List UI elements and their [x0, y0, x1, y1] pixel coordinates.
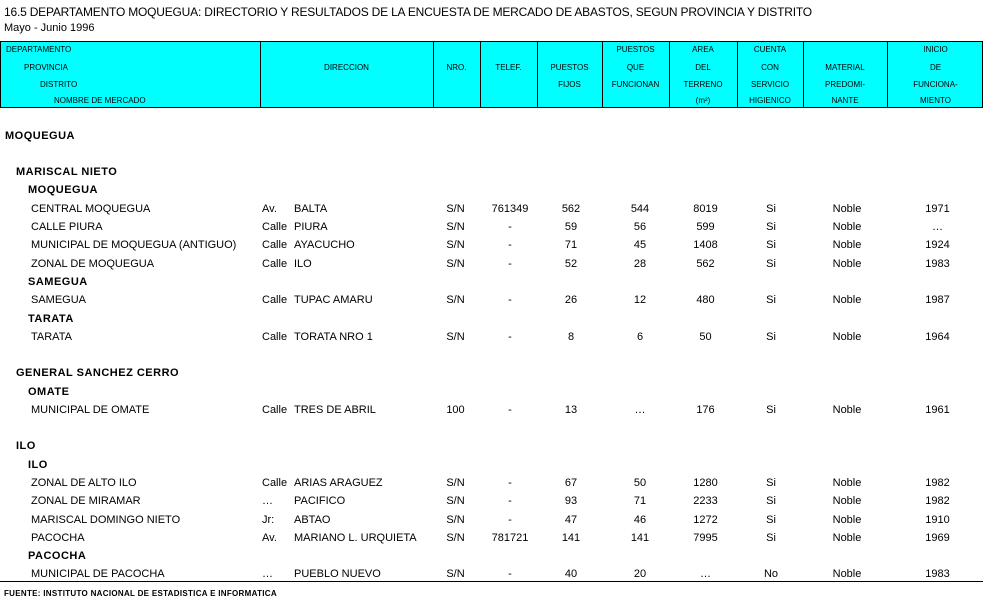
province-name: ILO	[16, 440, 36, 452]
cell-fijos: 93	[564, 495, 578, 507]
cell-via: Calle	[262, 221, 288, 233]
cell-fijos: 26	[564, 294, 578, 306]
cell-funcionan: 12	[633, 294, 647, 306]
cell-name: ZONAL DE ALTO ILO	[31, 477, 137, 489]
cell-street: ABTAO	[294, 514, 331, 526]
cell-inicio: 1971	[925, 203, 950, 215]
cell-fijos: 8	[567, 331, 575, 343]
cell-name: SAMEGUA	[31, 294, 87, 306]
cell-fijos: 13	[564, 404, 578, 416]
cell-funcionan: …	[634, 404, 646, 416]
cell-via: Calle	[262, 404, 288, 416]
cell-inicio: …	[932, 221, 943, 233]
cell-tel: -	[508, 331, 512, 343]
cell-street: PUEBLO NUEVO	[294, 568, 381, 580]
cell-funcionan: 46	[633, 514, 647, 526]
cell-area: 599	[696, 221, 715, 233]
cell-name: MUNICIPAL DE MOQUEGUA (ANTIGUO)	[31, 239, 237, 251]
header-nombre-mercado: NOMBRE DE MERCADO	[54, 96, 146, 105]
cell-street: TRES DE ABRIL	[294, 404, 376, 416]
table-row	[0, 237, 983, 253]
cell-material: Noble	[832, 568, 862, 580]
cell-nro: S/N	[446, 477, 465, 489]
cell-street: AYACUCHO	[294, 239, 355, 251]
cell-via: …	[262, 568, 273, 580]
province-name: MARISCAL NIETO	[16, 166, 118, 178]
cell-name: ZONAL DE MIRAMAR	[31, 495, 141, 507]
cell-name: MARISCAL DOMINGO NIETO	[31, 514, 181, 526]
district-row	[0, 548, 983, 564]
cell-servicio: Si	[766, 239, 776, 251]
cell-fijos: 47	[564, 514, 578, 526]
province-name: GENERAL SANCHEZ CERRO	[16, 367, 180, 379]
cell-tel: -	[508, 294, 512, 306]
cell-area: 2233	[693, 495, 718, 507]
cell-funcionan: 141	[630, 532, 650, 544]
cell-nro: S/N	[446, 532, 465, 544]
cell-servicio: Si	[766, 203, 776, 215]
cell-servicio: Si	[766, 514, 776, 526]
header-area-4: (m²)	[695, 96, 711, 105]
cell-via: Av.	[262, 532, 277, 544]
cell-servicio: Si	[766, 331, 776, 343]
cell-nro: S/N	[446, 568, 465, 580]
spacer-row	[0, 346, 983, 362]
cell-nro: S/N	[446, 221, 465, 233]
district-name: MOQUEGUA	[28, 184, 98, 196]
cell-inicio: 1924	[925, 239, 950, 251]
cell-nro: S/N	[446, 203, 465, 215]
cell-material: Noble	[832, 239, 862, 251]
cell-fijos: 562	[561, 203, 581, 215]
table-bottom-rule	[0, 581, 983, 582]
cell-via: Calle	[262, 294, 288, 306]
cell-inicio: 1964	[925, 331, 950, 343]
header-material-3: NANTE	[831, 96, 859, 105]
page-title: 16.5 DEPARTAMENTO MOQUEGUA: DIRECTORIO Y RESULTADOS DE LA ENCUESTA DE MERCADO DE ABASTOS, SEGUN PROVINCIA Y DISTRITO	[4, 5, 812, 19]
cell-fijos: 59	[564, 221, 578, 233]
cell-area: 50	[699, 331, 712, 343]
cell-servicio: No	[763, 568, 779, 580]
cell-street: TUPAC AMARU	[294, 294, 373, 306]
cell-nro: S/N	[446, 294, 465, 306]
cell-name: PACOCHA	[31, 532, 85, 544]
province-row	[0, 438, 983, 454]
cell-servicio: Si	[766, 294, 776, 306]
cell-area: 1280	[693, 477, 718, 489]
cell-fijos: 71	[564, 239, 578, 251]
cell-fijos: 67	[564, 477, 578, 489]
header-direccion: DIRECCION	[324, 63, 369, 72]
header-area-3: TERRENO	[683, 80, 723, 89]
cell-material: Noble	[832, 331, 862, 343]
cell-nro: 100	[446, 404, 465, 416]
cell-tel: 761349	[491, 203, 529, 215]
cell-via: Calle	[262, 331, 288, 343]
cell-name: ZONAL DE MOQUEGUA	[31, 258, 155, 270]
cell-tel: -	[508, 568, 512, 580]
cell-material: Noble	[832, 294, 862, 306]
cell-tel: -	[508, 258, 512, 270]
cell-inicio: 1987	[925, 294, 950, 306]
cell-funcionan: 56	[633, 221, 647, 233]
cell-servicio: Si	[766, 532, 776, 544]
header-inicio-2: DE	[929, 63, 942, 72]
cell-inicio: 1983	[925, 568, 950, 580]
cell-nro: S/N	[446, 331, 465, 343]
cell-funcionan: 50	[633, 477, 647, 489]
cell-fijos: 52	[564, 258, 578, 270]
header-provincia: PROVINCIA	[24, 63, 69, 72]
header-departamento: DEPARTAMENTO	[6, 45, 72, 54]
table-row	[0, 219, 983, 235]
cell-fijos: 40	[564, 568, 578, 580]
cell-tel: 781721	[491, 532, 529, 544]
table-row	[0, 530, 983, 546]
province-row	[0, 164, 983, 180]
cell-via: Calle	[262, 258, 288, 270]
cell-street: PACIFICO	[294, 495, 346, 507]
cell-area: …	[700, 568, 711, 580]
cell-inicio: 1961	[925, 404, 950, 416]
header-cuenta-3: SERVICIO	[750, 80, 790, 89]
header-area-1: AREA	[692, 45, 714, 54]
district-name: ILO	[28, 459, 48, 471]
cell-street: ARIAS ARAGUEZ	[294, 477, 383, 489]
header-puestos-fijos-2: FIJOS	[558, 80, 581, 89]
district-row	[0, 274, 983, 290]
cell-name: MUNICIPAL DE PACOCHA	[31, 568, 165, 580]
district-name: TARATA	[28, 313, 74, 325]
cell-servicio: Si	[766, 221, 776, 233]
cell-inicio: 1969	[925, 532, 950, 544]
header-cuenta-1: CUENTA	[753, 45, 787, 54]
spacer-row	[0, 420, 983, 436]
cell-area: 1408	[693, 239, 718, 251]
header-puestos-funcionan-1: PUESTOS	[616, 45, 655, 54]
district-row	[0, 457, 983, 473]
cell-street: ILO	[294, 258, 312, 270]
cell-servicio: Si	[766, 258, 776, 270]
header-cuenta-2: CON	[761, 63, 779, 72]
table-row	[0, 475, 983, 491]
cell-material: Noble	[832, 514, 862, 526]
header-inicio-1: INICIO	[923, 45, 948, 54]
cell-area: 480	[696, 294, 715, 306]
cell-nro: S/N	[446, 258, 465, 270]
cell-street: TORATA NRO 1	[294, 331, 373, 343]
cell-area: 1272	[693, 514, 718, 526]
cell-via: Calle	[262, 477, 288, 489]
cell-inicio: 1983	[925, 258, 950, 270]
province-row	[0, 365, 983, 381]
cell-street: PIURA	[294, 221, 328, 233]
cell-area: 8019	[693, 203, 718, 215]
cell-material: Noble	[832, 258, 862, 270]
cell-name: MUNICIPAL DE OMATE	[31, 404, 150, 416]
header-inicio-3: FUNCIONA-	[913, 80, 958, 89]
cell-tel: -	[508, 477, 512, 489]
cell-funcionan: 71	[633, 495, 647, 507]
header-cuenta-4: HIGIENICO	[749, 96, 791, 105]
table-row	[0, 402, 983, 418]
cell-servicio: Si	[766, 495, 776, 507]
cell-material: Noble	[832, 495, 862, 507]
cell-servicio: Si	[766, 404, 776, 416]
cell-name: CALLE PIURA	[31, 221, 103, 233]
cell-name: TARATA	[31, 331, 72, 343]
cell-nro: S/N	[446, 514, 465, 526]
cell-area: 562	[696, 258, 715, 270]
table-row	[0, 292, 983, 308]
district-row	[0, 384, 983, 400]
cell-tel: -	[508, 495, 512, 507]
cell-tel: -	[508, 239, 512, 251]
cell-tel: -	[508, 514, 512, 526]
source-footer: FUENTE: INSTITUTO NACIONAL DE ESTADISTICA E INFORMATICA	[4, 589, 277, 598]
cell-nro: S/N	[446, 495, 465, 507]
district-row	[0, 182, 983, 198]
header-inicio-4: MIENTO	[920, 96, 951, 105]
cell-street: MARIANO L. URQUIETA	[294, 532, 417, 544]
department-name: MOQUEGUA	[5, 130, 75, 142]
header-puestos-fijos-1: PUESTOS	[550, 63, 589, 72]
table-row	[0, 256, 983, 272]
cell-material: Noble	[832, 221, 862, 233]
district-name: OMATE	[28, 386, 70, 398]
cell-funcionan: 20	[633, 568, 647, 580]
table-row	[0, 201, 983, 217]
cell-area: 7995	[693, 532, 718, 544]
cell-funcionan: 544	[630, 203, 650, 215]
cell-material: Noble	[832, 203, 862, 215]
table-body	[0, 108, 983, 582]
cell-area: 176	[696, 404, 715, 416]
department-row	[0, 128, 983, 144]
cell-street: BALTA	[294, 203, 328, 215]
cell-tel: -	[508, 404, 512, 416]
cell-via: Jr:	[262, 514, 275, 526]
cell-name: CENTRAL MOQUEGUA	[31, 203, 151, 215]
header-material-2: PREDOMI-	[825, 80, 865, 89]
header-distrito: DISTRITO	[40, 80, 78, 89]
cell-nro: S/N	[446, 239, 465, 251]
cell-fijos: 141	[561, 532, 581, 544]
cell-via: Av.	[262, 203, 277, 215]
page-subtitle: Mayo - Junio 1996	[4, 22, 95, 34]
cell-material: Noble	[832, 477, 862, 489]
district-name: SAMEGUA	[28, 276, 88, 288]
cell-funcionan: 45	[633, 239, 647, 251]
header-puestos-funcionan-3: FUNCIONAN	[611, 80, 660, 89]
district-row	[0, 311, 983, 327]
table-row	[0, 512, 983, 528]
district-name: PACOCHA	[28, 550, 87, 562]
header-nro: NRO.	[446, 63, 467, 72]
cell-via: …	[262, 495, 273, 507]
cell-servicio: Si	[766, 477, 776, 489]
table-row	[0, 566, 983, 582]
header-puestos-funcionan-2: QUE	[626, 63, 645, 72]
header-material-1: MATERIAL	[825, 63, 865, 72]
cell-inicio: 1910	[925, 514, 950, 526]
cell-material: Noble	[832, 532, 862, 544]
cell-via: Calle	[262, 239, 288, 251]
cell-inicio: 1982	[925, 495, 950, 507]
header-area-2: DEL	[695, 63, 711, 72]
table-row	[0, 493, 983, 509]
table-header	[0, 41, 983, 108]
cell-tel: -	[508, 221, 512, 233]
cell-funcionan: 28	[633, 258, 647, 270]
cell-inicio: 1982	[925, 477, 950, 489]
cell-funcionan: 6	[636, 331, 644, 343]
cell-material: Noble	[832, 404, 862, 416]
header-telef: TELEF.	[495, 63, 522, 72]
table-row	[0, 329, 983, 345]
